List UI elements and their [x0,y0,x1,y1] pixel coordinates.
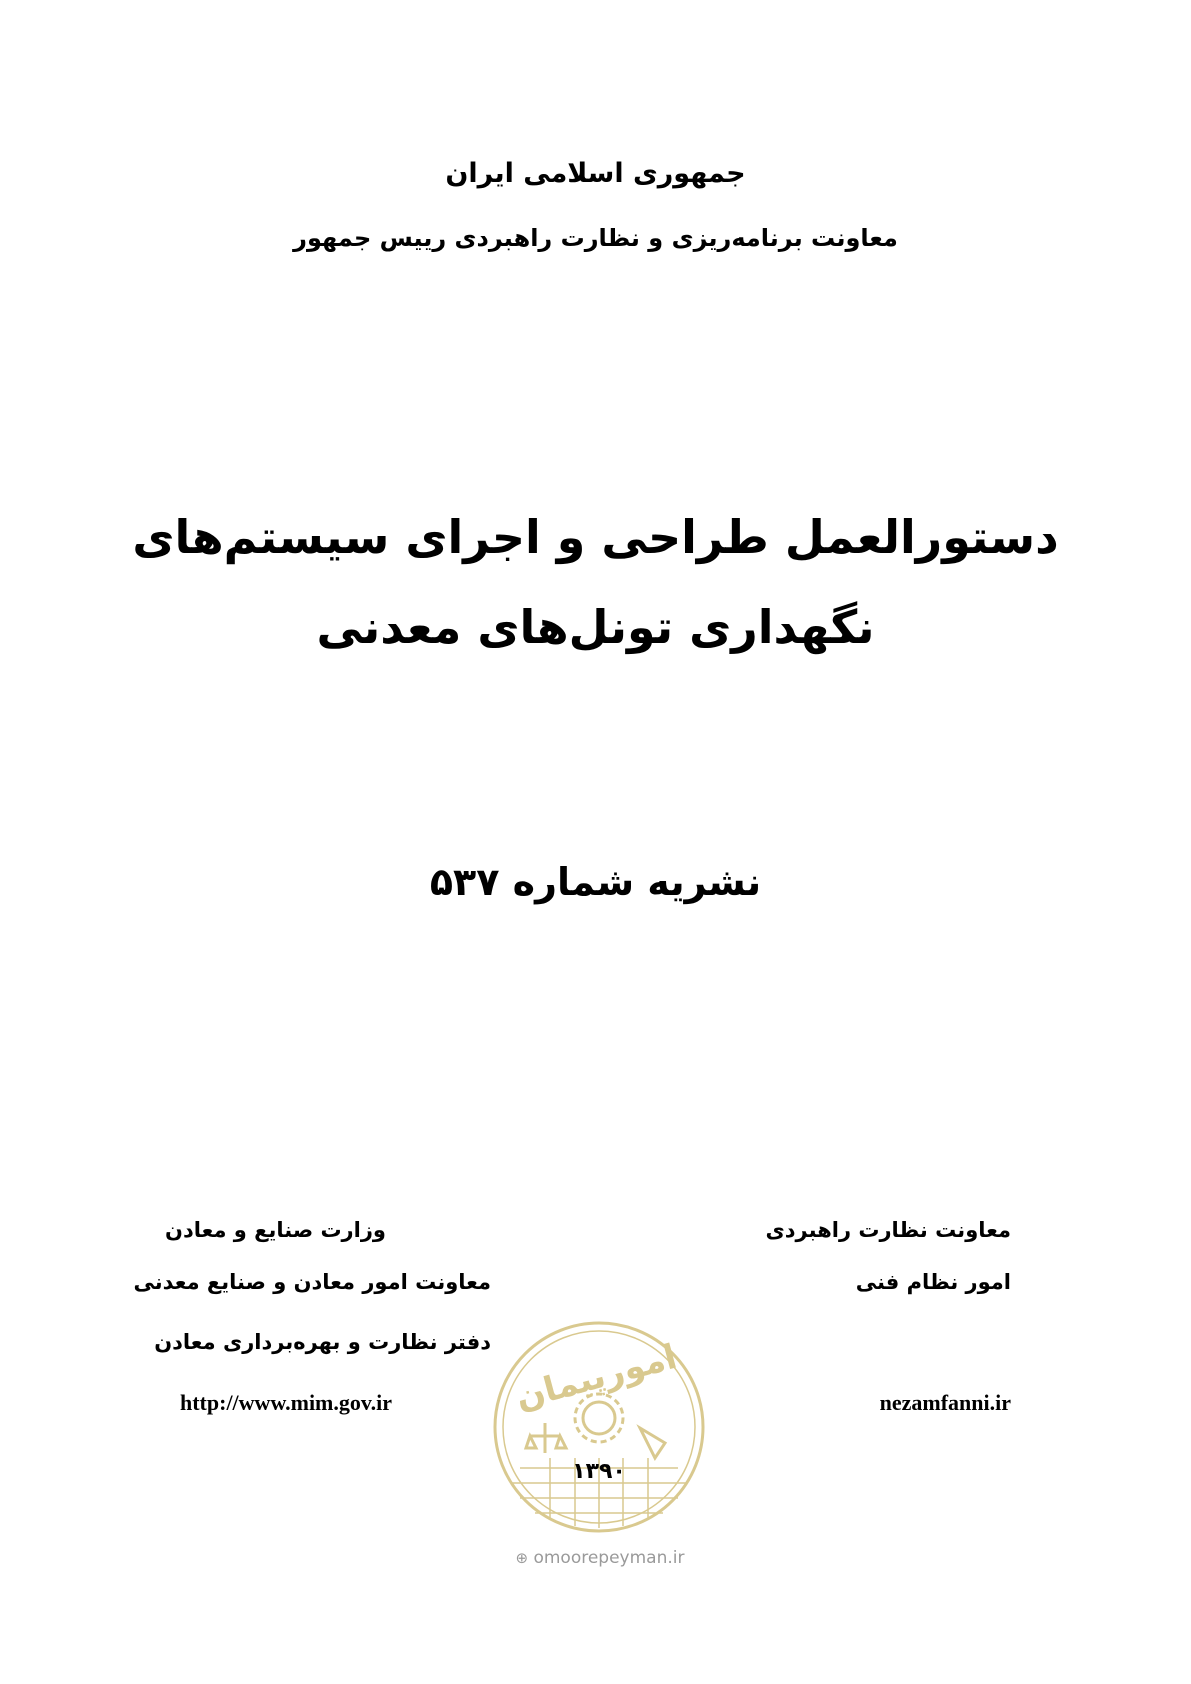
publication-number: نشریه شماره ۵۳۷ [429,860,762,904]
left-org-line-3: دفتر نظارت و بهره‌برداری معادن [154,1330,491,1354]
left-org-url: http://www.mim.gov.ir [180,1390,393,1415]
seal-caption-text: omoorepeyman.ir [533,1548,685,1568]
right-org-url: nezamfanni.ir [879,1390,1011,1415]
header-organization: معاونت برنامه‌ریزی و نظارت راهبردی رییس جمهور [293,224,898,252]
document-title-line-1: دستورالعمل طراحی و اجرای سیستم‌های [132,510,1059,564]
right-org-line-2: امور نظام فنی [855,1270,1011,1294]
globe-icon: ⊕ [515,1549,529,1567]
seal-watermark-icon [490,1318,708,1536]
document-title-line-2: نگهداری تونل‌های معدنی [316,600,875,654]
left-org-line-2: معاونت امور معادن و صنایع معدنی [133,1270,491,1294]
right-org-line-1: معاونت نظارت راهبردی [765,1218,1011,1242]
seal-caption [500,1548,700,1568]
seal-year: ۱۳۹۰ [572,1459,626,1484]
left-org-line-1: وزارت صنایع و معادن [165,1218,386,1242]
seal-lettering: امورپیمان [511,1336,681,1419]
header-country: جمهوری اسلامی ایران [445,158,746,189]
